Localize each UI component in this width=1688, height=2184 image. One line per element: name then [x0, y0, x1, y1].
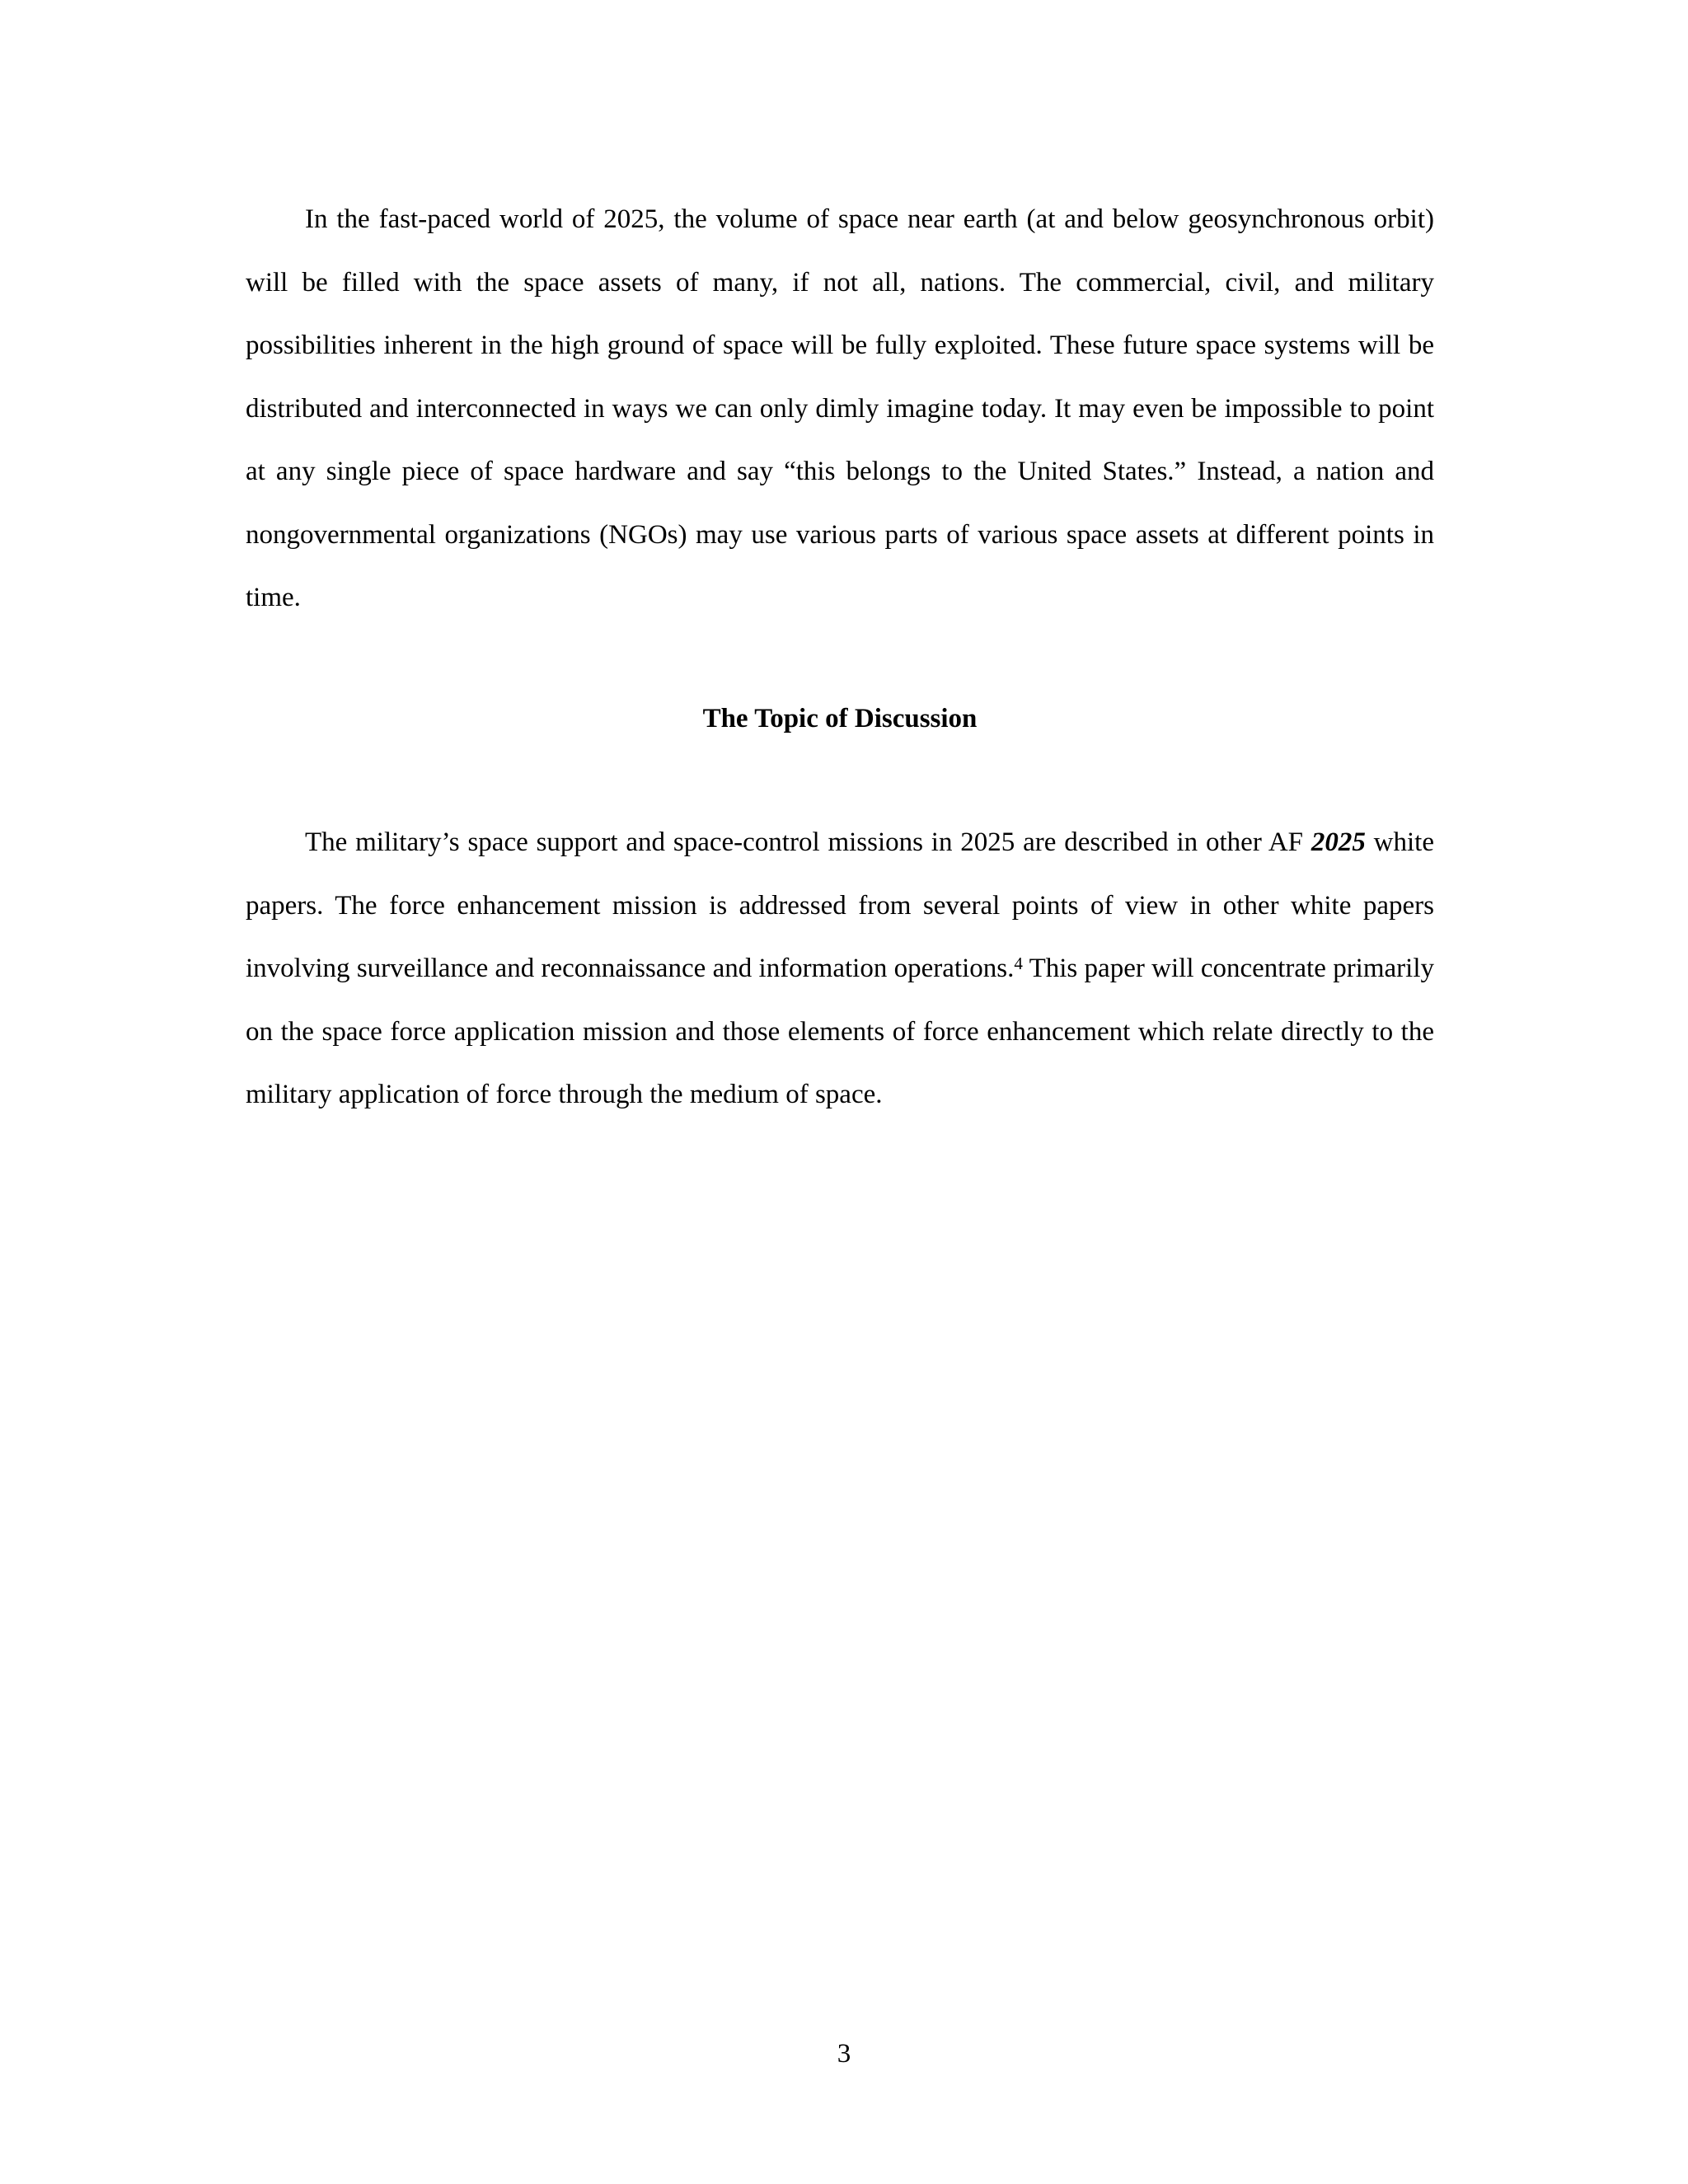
body-paragraph-intro: In the fast-paced world of 2025, the volume of space near earth (at and below geosynchronous orbit) will be filled with the space assets of many, if not all, nations. The commercial, civil, and military possibilities inherent in the high ground of space will be fully exploited. These future space systems will be distributed and interconnected in ways we can only dimly imagine today. It may even be impossible to point at any single piece of space hardware and say “this belongs to the United States.” Instead, a nation and nongovernmental organizations (NGOs) may use various parts of various space assets at different points in time.	[246, 204, 1434, 612]
paragraph-text-part-2: white papers. The force enhancement mission is addressed from several points of view in other white papers involving surveillance and reconnaissance and information operations.	[246, 827, 1434, 983]
paragraph-text-part-1: The military’s space support and space-control missions in 2025 are described in other AF	[305, 827, 1311, 857]
body-paragraph-topic	[246, 811, 1434, 1127]
section-heading: The Topic of Discussion	[702, 704, 978, 733]
page-number: 3	[837, 2039, 851, 2069]
document-page	[246, 188, 1434, 1109]
paragraph-text-part-3: This paper will concentrate primarily on the space force application mission and those elements of force enhancement which relate directly to the military application of force through the medium of space.	[246, 954, 1434, 1109]
footnote-reference: 4	[1014, 954, 1023, 973]
emphasis-2025: 2025	[1311, 827, 1366, 857]
